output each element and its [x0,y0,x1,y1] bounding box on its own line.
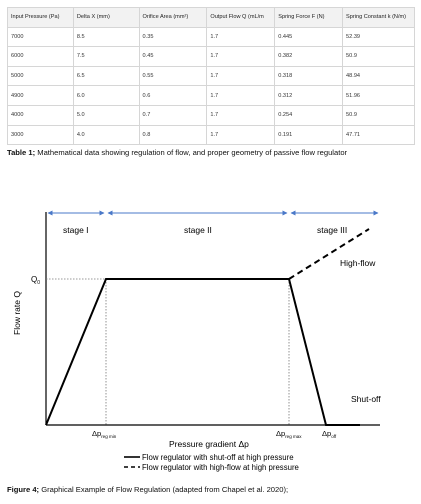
stage-3-label: stage III [317,225,348,235]
table-cell: 1.7 [207,86,275,106]
tick-label-reg-min: $\Delta p_{reg min}$ [92,429,117,439]
table-cell: 7.5 [73,47,139,67]
y-axis-label: Flow rate Q [12,291,22,335]
legend-item-shut-off: Flow regulator with shut-off at high pressure [142,453,294,462]
table-cell: 0.6 [139,86,207,106]
table-cell: 51.96 [343,86,415,106]
table-cell: 7000 [8,27,74,47]
table-cell: 0.35 [139,27,207,47]
table-cell: 1.7 [207,27,275,47]
table-cell: 1.7 [207,47,275,67]
legend-item-high-flow: Flow regulator with high-flow at high pressure [142,463,299,472]
table-cell: 0.382 [275,47,343,67]
table-row [8,47,415,67]
table-cell: 1.7 [207,125,275,145]
table-cell: 1.7 [207,66,275,86]
table-cell: 47.71 [343,125,415,145]
stage-1-label: stage I [63,225,89,235]
table-caption [7,147,412,158]
stage-2-label: stage II [184,225,212,235]
table-cell: 0.8 [139,125,207,145]
table-cell: 48.94 [343,66,415,86]
table-row [8,86,415,106]
table-row [8,125,415,145]
table-cell: 0.445 [275,27,343,47]
table-cell: 0.254 [275,105,343,125]
table-cell: 1.7 [207,105,275,125]
table-cell: 0.191 [275,125,343,145]
figure-caption-label: Figure 4; [7,485,40,494]
table-cell: 50.9 [343,105,415,125]
table-cell: 4900 [8,86,74,106]
table-header-cell: Orifice Area (mm²) [139,8,207,28]
tick-label-off: $\Delta p_{off}$ [322,429,337,439]
table-cell: 0.318 [275,66,343,86]
table-row [8,66,415,86]
figure-caption-text: Graphical Example of Flow Regulation (adapted from Chapel et al. 2020); [39,485,289,494]
table-row [8,27,415,47]
table-header-cell: Spring Constant k (N/m) [343,8,415,28]
tick-label-reg-max: $\Delta p_{reg max}$ [276,429,302,439]
table-header-cell: Delta X (mm) [73,8,139,28]
table-cell: 4000 [8,105,74,125]
flow-regulation-figure [0,195,421,480]
high-flow-annotation: High-flow [340,258,376,268]
table-row [8,105,415,125]
table-header-cell: Spring Force F (N) [275,8,343,28]
data-table [7,7,415,145]
q0-label: $Q_0$ [31,275,41,286]
shut-off-annotation: Shut-off [351,394,381,404]
table-cell: 6000 [8,47,74,67]
table-cell: 4.0 [73,125,139,145]
x-axis-label: Pressure gradient Δp [169,439,249,449]
shut-off-curve [46,279,360,425]
table-header-cell: Output Flow Q (mL/m [207,8,275,28]
table-cell: 8.5 [73,27,139,47]
high-flow-curve [289,229,369,279]
table-cell: 0.7 [139,105,207,125]
table-cell: 52.39 [343,27,415,47]
table-cell: 6.0 [73,86,139,106]
table-cell: 0.312 [275,86,343,106]
table-caption-text: Mathematical data showing regulation of flow, and proper geometry of passive flow regulator [35,148,348,157]
table-cell: 6.5 [73,66,139,86]
table-cell: 5000 [8,66,74,86]
table-caption-label: Table 1; [7,148,36,157]
table-cell: 0.55 [139,66,207,86]
table-cell: 50.9 [343,47,415,67]
figure-caption [7,484,417,495]
table-cell: 0.45 [139,47,207,67]
table-cell: 3000 [8,125,74,145]
table-cell: 5.0 [73,105,139,125]
table-header-cell: Input Pressure (Pa) [8,8,74,28]
table-header-row [8,8,415,28]
